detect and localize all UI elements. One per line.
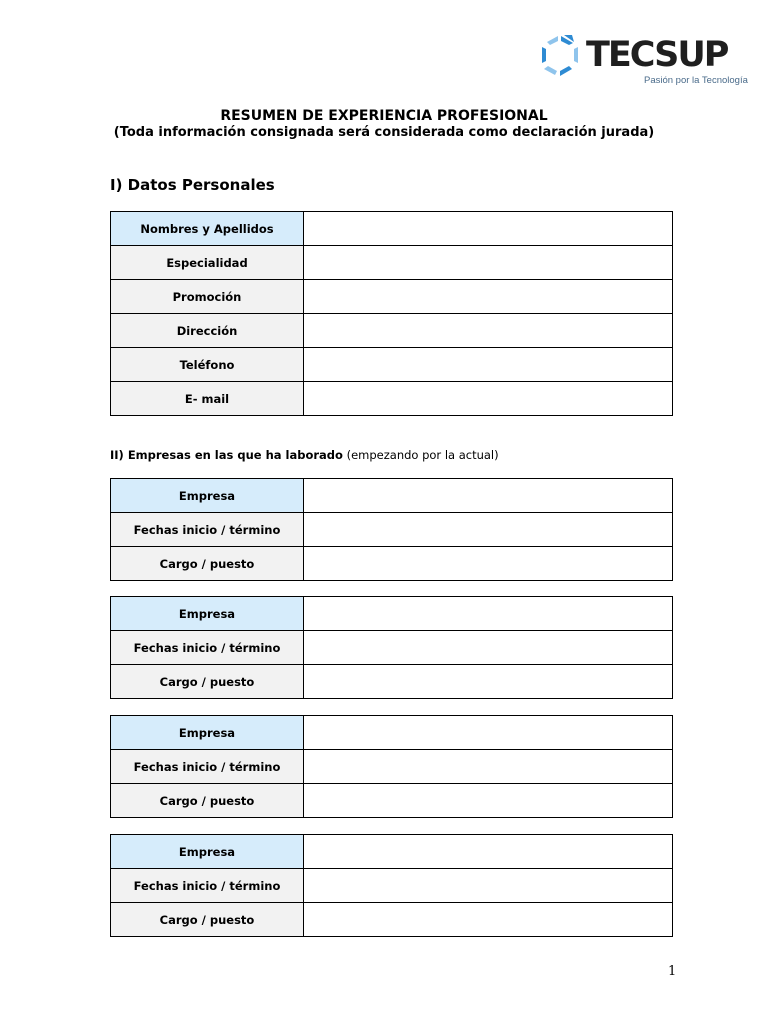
field-label-direccion: Dirección xyxy=(111,314,304,348)
table-row xyxy=(111,784,673,818)
field-value-empresa[interactable] xyxy=(304,716,673,750)
field-value-fechas[interactable] xyxy=(304,750,673,784)
table-row xyxy=(111,513,673,547)
field-value-empresa[interactable] xyxy=(304,597,673,631)
field-label-empresa: Empresa xyxy=(111,835,304,869)
field-label-fechas: Fechas inicio / término xyxy=(111,869,304,903)
table-row xyxy=(111,665,673,699)
table-row xyxy=(111,314,673,348)
field-value-empresa[interactable] xyxy=(304,479,673,513)
field-label-fechas: Fechas inicio / término xyxy=(111,750,304,784)
field-value-nombres[interactable] xyxy=(304,212,673,246)
section2-heading-bold: II) Empresas en las que ha laborado xyxy=(110,448,343,462)
table-row xyxy=(111,246,673,280)
field-label-cargo: Cargo / puesto xyxy=(111,547,304,581)
field-label-telefono: Teléfono xyxy=(111,348,304,382)
company-table-3 xyxy=(110,715,673,818)
field-label-empresa: Empresa xyxy=(111,597,304,631)
field-value-fechas[interactable] xyxy=(304,869,673,903)
field-value-fechas[interactable] xyxy=(304,513,673,547)
table-row xyxy=(111,597,673,631)
table-row xyxy=(111,835,673,869)
field-value-telefono[interactable] xyxy=(304,348,673,382)
table-row xyxy=(111,212,673,246)
field-label-empresa: Empresa xyxy=(111,716,304,750)
field-label-nombres: Nombres y Apellidos xyxy=(111,212,304,246)
table-row xyxy=(111,903,673,937)
field-value-cargo[interactable] xyxy=(304,665,673,699)
section2-heading-note: (empezando por la actual) xyxy=(342,448,499,462)
field-value-fechas[interactable] xyxy=(304,631,673,665)
field-label-fechas: Fechas inicio / término xyxy=(111,513,304,547)
field-label-fechas: Fechas inicio / término xyxy=(111,631,304,665)
tecsup-logo xyxy=(538,33,748,89)
section1-heading: I) Datos Personales xyxy=(110,176,275,194)
table-row xyxy=(111,869,673,903)
personal-data-table xyxy=(110,211,673,416)
tecsup-logo-mark-icon xyxy=(538,33,584,79)
table-row xyxy=(111,382,673,416)
field-value-direccion[interactable] xyxy=(304,314,673,348)
field-label-promocion: Promoción xyxy=(111,280,304,314)
field-label-email: E- mail xyxy=(111,382,304,416)
field-value-cargo[interactable] xyxy=(304,903,673,937)
field-value-especialidad[interactable] xyxy=(304,246,673,280)
field-value-promocion[interactable] xyxy=(304,280,673,314)
field-label-cargo: Cargo / puesto xyxy=(111,784,304,818)
table-row xyxy=(111,479,673,513)
field-label-empresa: Empresa xyxy=(111,479,304,513)
table-row xyxy=(111,547,673,581)
logo-brand: TECSUP xyxy=(586,35,728,75)
field-value-empresa[interactable] xyxy=(304,835,673,869)
field-value-cargo[interactable] xyxy=(304,547,673,581)
page-number: 1 xyxy=(668,964,677,979)
table-row xyxy=(111,280,673,314)
field-label-cargo: Cargo / puesto xyxy=(111,665,304,699)
company-table-4 xyxy=(110,834,673,937)
document-title: RESUMEN DE EXPERIENCIA PROFESIONAL xyxy=(220,108,548,124)
field-value-cargo[interactable] xyxy=(304,784,673,818)
table-row xyxy=(111,750,673,784)
table-row xyxy=(111,631,673,665)
company-table-1 xyxy=(110,478,673,581)
document-subtitle: (Toda información consignada será considerada como declaración jurada) xyxy=(113,125,655,140)
field-label-cargo: Cargo / puesto xyxy=(111,903,304,937)
section2-heading xyxy=(110,447,499,463)
logo-tagline: Pasión por la Tecnología xyxy=(644,75,748,86)
field-label-especialidad: Especialidad xyxy=(111,246,304,280)
company-table-2 xyxy=(110,596,673,699)
table-row xyxy=(111,348,673,382)
table-row xyxy=(111,716,673,750)
field-value-email[interactable] xyxy=(304,382,673,416)
